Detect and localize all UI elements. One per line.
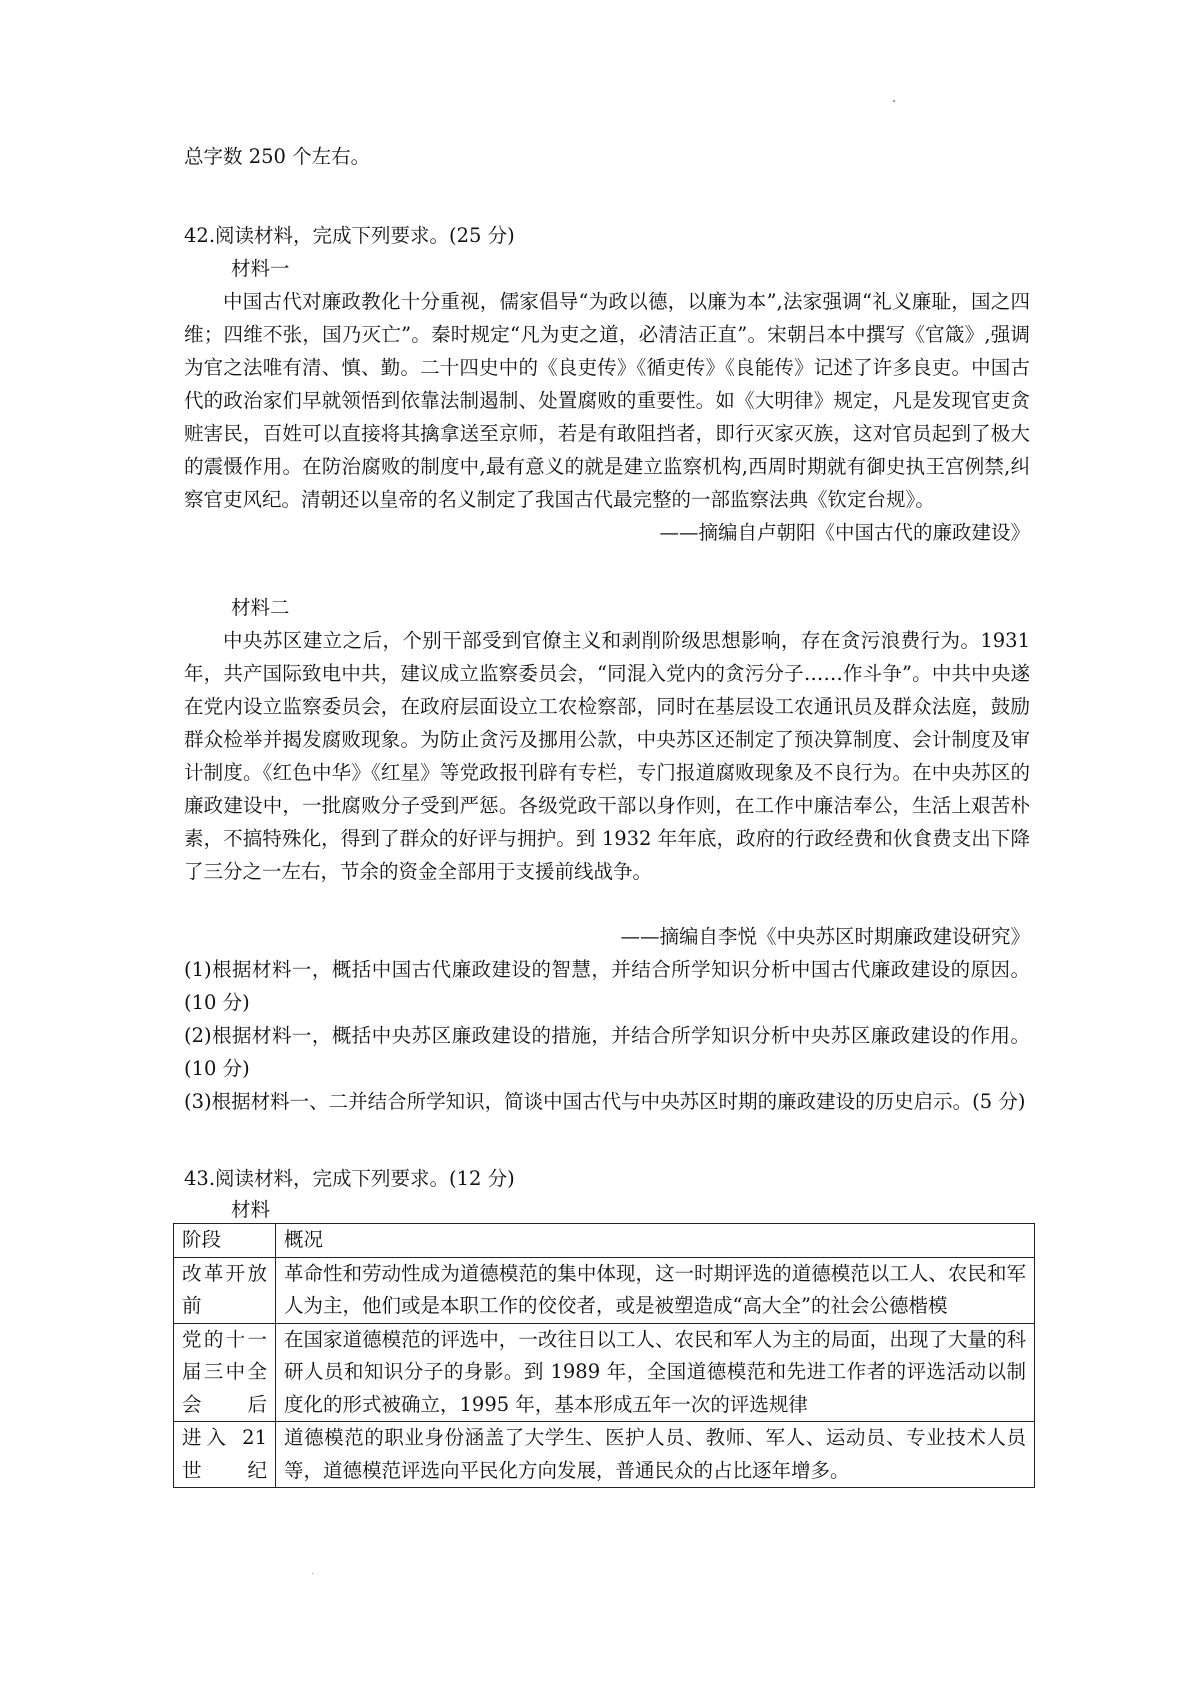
material-1-label: 材料一 (231, 257, 290, 280)
stage-cell: 进入 21 世纪 (174, 1422, 276, 1488)
table-row (174, 1422, 1035, 1488)
material-1-source: ——摘编自卢朝阳《中国古代的廉政建设》 (659, 521, 1030, 544)
overview-cell: 革命性和劳动性成为道德模范的集中体现，这一时期评选的道德模范以工人、农民和军人为主，他们或是本职工作的佼佼者，或是被塑造成“高大全”的社会公德楷模 (276, 1257, 1035, 1323)
question-42-title: 42.阅读材料，完成下列要求。(25 分) (184, 224, 515, 247)
question-43-title: 43.阅读材料，完成下列要求。(12 分) (184, 1167, 515, 1190)
question-42-part-3: (3)根据材料一、二并结合所学知识，简谈中国古代与中央苏区时期的廉政建设的历史启示。(5 分) (184, 1090, 1026, 1113)
table-row (174, 1257, 1035, 1323)
table-header-cell: 阶段 (174, 1224, 276, 1258)
material-2-label: 材料二 (231, 596, 290, 619)
material-2-source: ——摘编自李悦《中央苏区时期廉政建设研究》 (620, 925, 1030, 948)
overview-cell: 道德模范的职业身份涵盖了大学生、医护人员、教师、军人、运动员、专业技术人员等，道德模范评选向平民化方向发展，普通民众的占比逐年增多。 (276, 1422, 1035, 1488)
material-label: 材料 (231, 1198, 271, 1221)
material-2-text: 中央苏区建立之后，个别干部受到官僚主义和剥削阶级思想影响，存在贪污浪费行为。1931 年，共产国际致电中共，建议成立监察委员会，“同混入党内的贪污分子……作斗争”。中共中央遂在党内设立监察委员会，在政府层面设立工农检察部，同时在基层设工农通讯员及群众法庭，鼓励群众检举并揭发腐败现象。为防止贪污及挪用公款，中央苏区还制定了预决算制度、会计制度及审计制度。《红色中华》《红星》等党政报刊辟有专栏，专门报道腐败现象及不良行为。在中央苏区的廉政建设中，一批腐败分子受到严惩。各级党政干部以身作则，在工作中廉洁奉公，生活上艰苦朴素，不搞特殊化，得到了群众的好评与拥护。到 1932 年年底，政府的行政经费和伙食费支出下降了三分之一左右，节余的资金全部用于支援前线战争。 (184, 629, 1030, 883)
scan-speck (893, 100, 895, 102)
stage-cell: 党的十一届三中全会后 (174, 1323, 276, 1422)
word-count-note: 总字数 250 个左右。 (184, 145, 371, 168)
question-42-part-1: (1)根据材料一，概括中国古代廉政建设的智慧，并结合所学知识分析中国古代廉政建设的原因。(10 分) (184, 958, 1030, 1014)
material-1-text: 中国古代对廉政教化十分重视，儒家倡导“为政以德，以廉为本”,法家强调“礼义廉耻，国之四维；四维不张，国乃灭亡”。秦时规定“凡为吏之道，必清洁正直”。宋朝吕本中撰写《官箴》,强调为官之法唯有清、慎、勤。二十四史中的《良吏传》《循吏传》《良能传》记述了许多良吏。中国古代的政治家们早就领悟到依靠法制遏制、处置腐败的重要性。如《大明律》规定，凡是发现官吏贪赃害民，百姓可以直接将其擒拿送至京师，若是有敢阻挡者，即行灭家灭族，这对官员起到了极大的震慑作用。在防治腐败的制度中,最有意义的就是建立监察机构,西周时期就有御史执王宫例禁,纠察官吏风纪。清朝还以皇帝的名义制定了我国古代最完整的一部监察法典《钦定台规》。 (184, 290, 1030, 511)
question-42-part-2: (2)根据材料一，概括中央苏区廉政建设的措施，并结合所学知识分析中央苏区廉政建设的作用。(10 分) (184, 1024, 1030, 1080)
overview-cell: 在国家道德模范的评选中，一改往日以工人、农民和军人为主的局面，出现了大量的科研人员和知识分子的身影。到 1989 年，全国道德模范和先进工作者的评选活动以制度化的形式被确立，1995 年，基本形成五年一次的评选规律 (276, 1323, 1035, 1422)
scan-speck (312, 1573, 313, 1574)
table-header-cell: 概况 (276, 1224, 1035, 1258)
table-header-row (174, 1224, 1035, 1258)
table-row (174, 1323, 1035, 1422)
moral-model-table (173, 1223, 1035, 1488)
stage-cell: 改革开放前 (174, 1257, 276, 1323)
